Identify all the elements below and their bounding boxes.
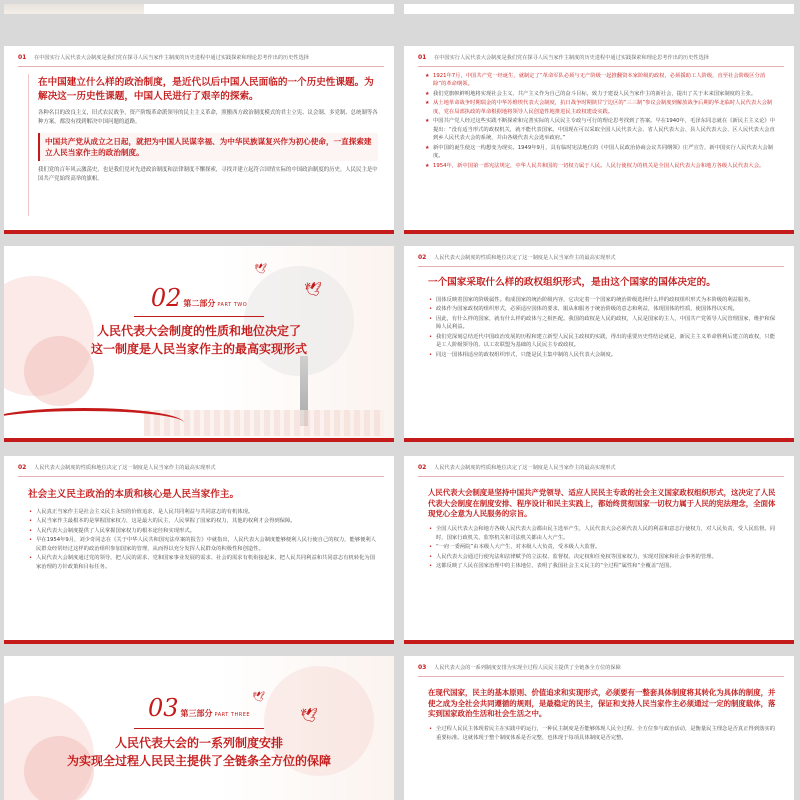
- gate-image: [4, 4, 144, 14]
- list-item: • 全过程人民民主体现着民主在实践中的运行，一种民主制度是否能够体现人民全过程、全方位参与政治活动，是衡量民主理念是否真正得到落实的重要标准。这就体现于整个制度体系是否完整，也体现于每项具体制度是否完整。: [428, 725, 778, 742]
- slide-10: [404, 656, 794, 800]
- section-big-number: 03: [147, 694, 179, 722]
- list-item: ★ 1954年，新中国第一部宪法规定，中华人民共和国的一切权力属于人民。人民行使权力的机关是全国人民代表大会和地方各级人民代表大会。: [424, 162, 778, 170]
- section-big-number: 02: [150, 284, 182, 312]
- part-label: 第三部分: [180, 709, 213, 718]
- slide-header: [418, 464, 784, 471]
- list-item: ★ 我们党旗帜鲜明地将实现社会主义、共产主义作为自己的奋斗目标，致力于建设人民当家作主的新社会，提出了关于未来国家制度的主张。: [424, 90, 778, 98]
- bottom-bar: [4, 640, 394, 644]
- bottom-bar: [404, 438, 794, 442]
- bullet-list: [428, 296, 778, 359]
- section-line: [134, 316, 264, 317]
- section-number: 03: [418, 664, 427, 671]
- list-item: ★ 从土地革命战争时期瑞金的中华苏维埃代表大会制度，抗日战争时期陕甘宁边区的“三三制”参议会制度到解放战争后期的华北临时人民代表大会制度，党在局部执政的革命根据地将领导人民创造性地推进民主政权建设实践。: [424, 99, 778, 116]
- ribbon-decoration: [4, 408, 184, 438]
- slide-7: [4, 456, 394, 644]
- slide-header: [418, 254, 784, 261]
- section-heading: [4, 322, 394, 358]
- list-item: • 这都反映了人民在国家治理中的主体地位，表明了我国社会主义民主的“全过程”属性和“全覆盖”范围。: [428, 562, 778, 570]
- list-item: • 因此，有什么样的国家，就有什么样的政体与之相匹配。我国的政权是人民的政权，人民是国家的主人，中国共产党领导人民管理国家，维护和保障人民利益。: [428, 315, 778, 332]
- list-item: • 人民代表大会通过行使宪法和法律赋予的立法权、监督权、决定权和任免权等国家权力，实现对国家和社会事务的管理。: [428, 553, 778, 561]
- list-item: • 人民当家作主最根本的是掌握国家权力，这是最大的民主，人民掌握了国家的权力，其他的权利才会得到保障。: [28, 517, 378, 525]
- header-divider: [418, 676, 784, 677]
- slide-6: [404, 246, 794, 442]
- paragraph: 我们党的百年风云激荡史，也是我们党对先进政治制度和法律制度不懈探索，寻找并建立起符合国情实际的中国政治制度的历史。人民民主是中国共产党始终高举的旗帜。: [38, 167, 378, 183]
- dove-icon: 🕊: [254, 264, 267, 275]
- list-item: ★ 新中国的诞生使这一构想变为现实。1949年9月，具有临时宪法地位的《中国人民政治协商会议共同纲领》庄严宣告，新中国实行人民代表大会制度。: [424, 144, 778, 161]
- list-item: • 政体作为国家政权的组织形式，必须适应国体的要求，服从和服务于统治阶级的意志和利益，体现国体的性质，使国体得以实现。: [428, 305, 778, 313]
- list-item: • 国体反映着国家的阶级属性。构成国家的统治阶级内容，它决定着一个国家的统治阶级选择什么样的政权组织形式为本阶级的利益服务。: [428, 296, 778, 304]
- section-number: 02: [418, 464, 427, 471]
- section-number: 01: [418, 54, 427, 61]
- list-item: • “一府一委两院”由本级人大产生，对本级人大负责，受本级人大监督。: [428, 543, 778, 551]
- slide-9-section-divider: [4, 656, 394, 800]
- list-item: • 人民代表大会制度通过党的领导，把人民的需求、党和国家事业发展的需求、社会的需求有机衔接起来，把人民共同利益和共同意志有机转化为国家治理的方针政策和目标任务。: [28, 554, 378, 571]
- highlight-box: 中国共产党从成立之日起，就把为中国人民谋幸福、为中华民族谋复兴作为初心使命，一直探索建立人民当家作主的政治制度。: [38, 133, 378, 162]
- header-text: 在中国实行人民代表大会制度是我们党在探寻人民当家作主制度的历史进程中通过实践探索和理论思考作出的历史性选择: [434, 55, 709, 61]
- slide-8: [404, 456, 794, 644]
- paragraph: 各种名目的改良主义，旧式农民战争，资产阶级革命派领导的民主主义革命，照搬西方政治制度模式的君主立宪、议会制、多党制、总统制等各种方案，都没有找到解决中国问题的道路。: [38, 109, 378, 125]
- header-text: 人民代表大会制度的性质和地位决定了这一制度是人民当家作主的最高实现形式: [434, 255, 616, 261]
- list-item: • 早在1954年9月，刘少奇同志在《关于中华人民共和国宪法草案的报告》中就指出，人民代表大会制度能够便利人民行使自己的权力，能够便利人民群众经常经过这样的政治组织参加国家的管理，从而得以充分发挥人民群众的积极性和创造性。: [28, 536, 378, 553]
- section-title-row: [4, 284, 394, 312]
- header-text: 人民代表大会制度的性质和地位决定了这一制度是人民当家作主的最高实现形式: [34, 465, 216, 471]
- slide-heading: 在中国建立什么样的政治制度，是近代以后中国人民面临的一个历史性课题。为解决这一历史性课题，中国人民进行了艰辛的探索。: [38, 77, 374, 102]
- left-rule: [28, 74, 29, 216]
- part-label-en: PART TWO: [217, 302, 248, 308]
- header-text: 在中国实行人民代表大会制度是我们党在探寻人民当家作主制度的历史进程中通过实践探索和理论思考作出的历史性选择: [34, 55, 309, 61]
- slide-header: [18, 464, 384, 471]
- section-heading-line: 人民代表大会的一系列制度安排: [114, 736, 283, 750]
- header-divider: [18, 476, 384, 477]
- list-item: • 人民代表大会制度提供了人民掌握国家权力的根本途径和实现形式。: [28, 527, 378, 535]
- bottom-bar: [404, 230, 794, 234]
- slide-3: [4, 46, 394, 234]
- section-heading-line: 为实现全过程人民民主提供了全链条全方位的保障: [66, 754, 331, 768]
- slide-heading: 在现代国家，民主的基本原则、价值追求和实现形式，必须要有一整套具体制度将其转化为具体的制度，并使之成为全社会共同遵循的规则，是最稳定的民主，保证和支持人民当家作主必须通过一定的制度载体，落实到国家政治生活和社会生活之中。: [428, 688, 776, 719]
- list-item: • 我们党深刻总结近代中国政治发展的历程和建立新型人民民主政权的实践，得出的重要历史性结论就是，新民主主义革命胜利后建立的政权，只能是工人阶级领导的、以工农联盟为基础的人民民主专政政权。: [428, 333, 778, 350]
- part-label-en: PART THREE: [214, 712, 251, 718]
- section-number: 01: [18, 54, 27, 61]
- bullet-list: [428, 725, 778, 742]
- slide-heading: 社会主义民主政治的本质和核心是人民当家作主。: [28, 489, 240, 500]
- slide-header: [418, 54, 784, 61]
- dove-icon: 🕊: [252, 692, 265, 703]
- bottom-bar: [404, 640, 794, 644]
- slide-header: [418, 664, 784, 671]
- slide-2-partial: [404, 4, 794, 14]
- slide-header: [18, 54, 384, 61]
- part-label: 第二部分: [183, 299, 216, 308]
- list-item: ★ 中国共产党人经过这些实践不断探索和完善实际的人民民主专政与可行的理论思考找到了答案。早在1940年，毛泽东同志就在《新民主主义论》中提出：“没有适当形式的政权机关，就不能代表国家。中国现在可以采取全国人民代表大会、省人民代表大会、县人民代表大会、区人民代表大会直到乡人民代表大会的系统，并由各级代表大会选举政府。”: [424, 117, 778, 142]
- section-heading: [4, 734, 394, 770]
- header-divider: [418, 476, 784, 477]
- list-item: • 同这一国体相适应的政权组织形式，只能是民主集中制的人民代表大会制度。: [428, 351, 778, 359]
- list-item: • 人民真正当家作主是社会主义民主永恒的价值追求，是人民共同利益与共同意志的有机体现。: [28, 508, 378, 516]
- bullet-list: [428, 525, 778, 570]
- section-number: 02: [418, 254, 427, 261]
- section-number: 02: [18, 464, 27, 471]
- dove-icon: 🕊: [304, 282, 322, 298]
- bullet-list: [28, 508, 378, 571]
- section-line: [134, 728, 264, 729]
- header-divider: [18, 66, 384, 67]
- star-list: [424, 72, 778, 170]
- slide-1-partial: [4, 4, 394, 14]
- header-text: 人民代表大会制度的性质和地位决定了这一制度是人民当家作主的最高实现形式: [434, 465, 616, 471]
- dove-icon: 🕊: [300, 708, 318, 724]
- list-item: • 全国人民代表大会和地方各级人民代表大会都由民主选举产生，人民代表大会必须代表人民的利益和意志行使权力，对人民负责，受人民监督。同时，国家行政机关、监察机关和司法机关都由人大产生。: [428, 525, 778, 542]
- slide-heading: 人民代表大会制度是坚持中国共产党领导、适应人民民主专政的社会主义国家政权组织形式，这决定了人民代表大会制度在制度安排、程序设计和民主实践上，都始终贯彻国家一切权力属于人民的宪法理念，全面体现党心全意为人民服务的宗旨。: [428, 488, 776, 519]
- section-title-row: [4, 694, 394, 722]
- slide-5-section-divider: [4, 246, 394, 442]
- slide-4: [404, 46, 794, 234]
- header-divider: [418, 266, 784, 267]
- header-divider: [418, 66, 784, 67]
- slide-heading: 一个国家采取什么样的政权组织形式，是由这个国家的国体决定的。: [428, 277, 716, 288]
- bottom-bar: [4, 230, 394, 234]
- header-text: 人民代表大会的一系列制度安排为实现全过程人民民主提供了全链条全方位的保障: [434, 665, 621, 671]
- section-heading-line: 这一制度是人民当家作主的最高实现形式: [90, 342, 307, 356]
- decor-circle: [244, 266, 354, 376]
- list-item: ★ 1921年7月，中国共产党一经诞生，就制定了“革命军队必须与无产阶级一起推翻资本家阶级的政权，必须援助工人阶级，直至社会阶级区分消除”的革命纲领。: [424, 72, 778, 89]
- bottom-bar: [4, 438, 394, 442]
- section-heading-line: 人民代表大会制度的性质和地位决定了: [96, 324, 301, 338]
